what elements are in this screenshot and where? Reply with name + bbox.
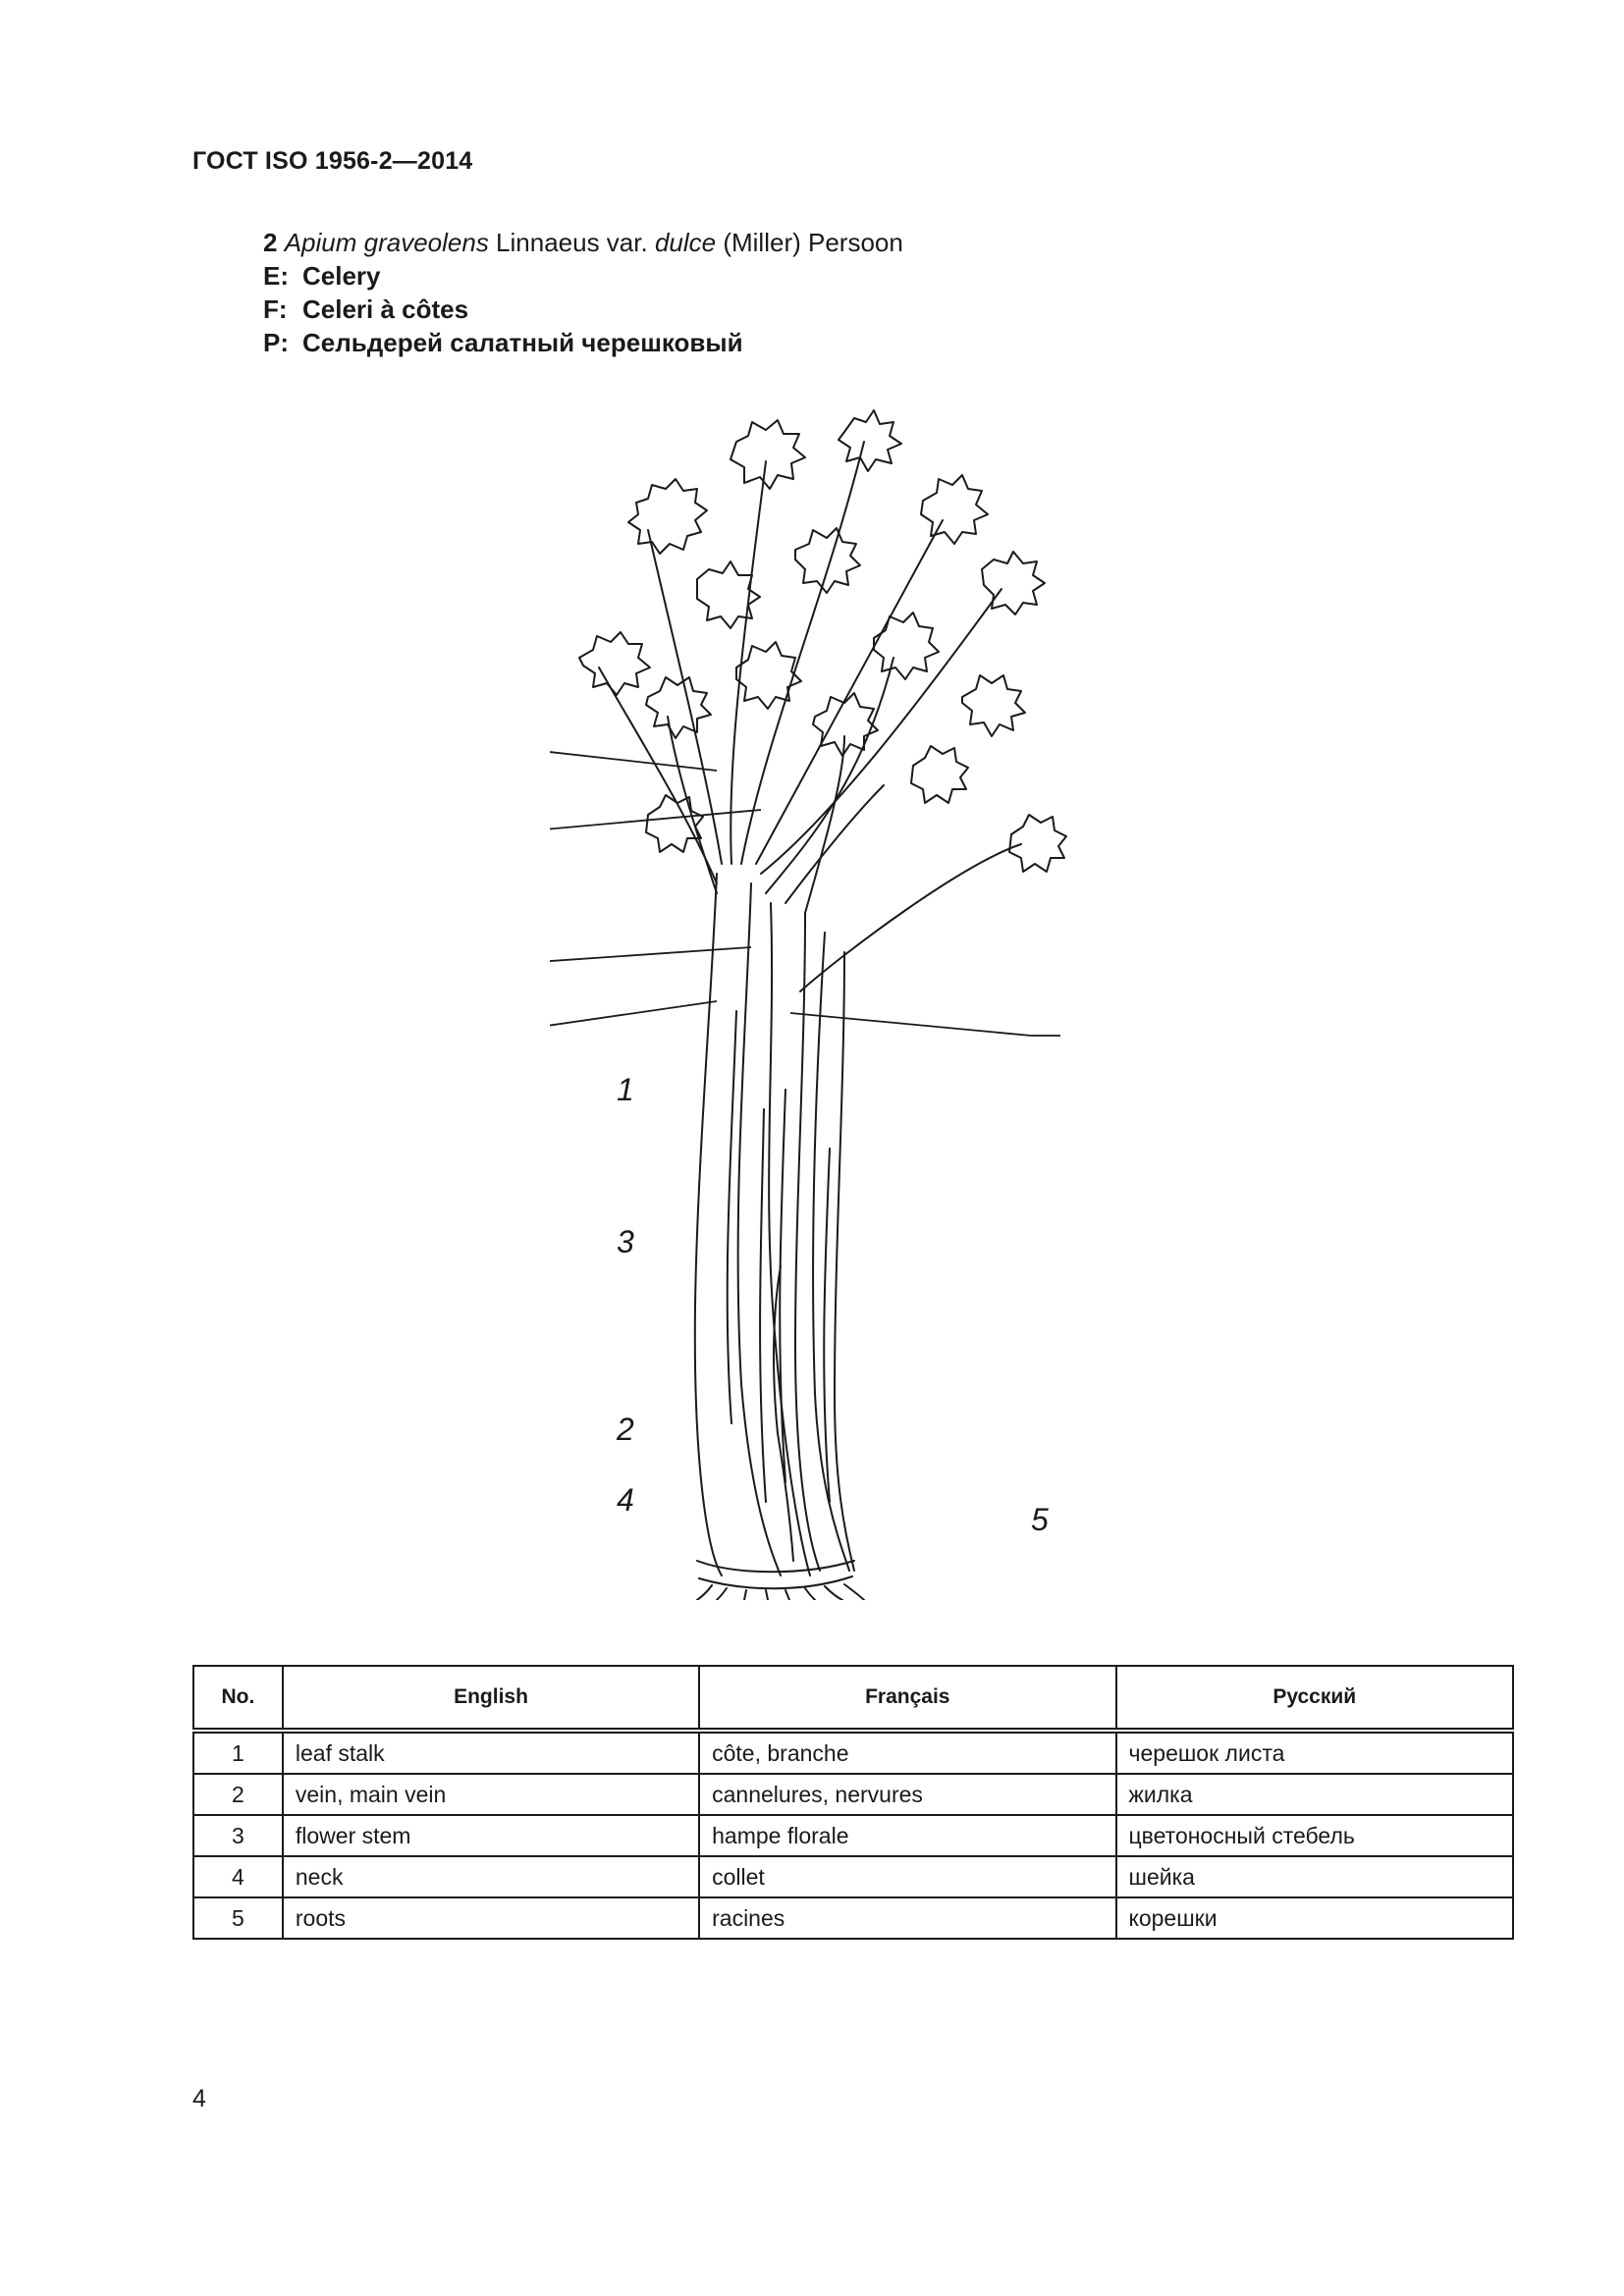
row-number: 2	[193, 1774, 283, 1815]
term-russian: шейка	[1116, 1856, 1514, 1897]
row-number: 3	[193, 1815, 283, 1856]
page-number: 4	[192, 2085, 206, 2112]
callout-label-5: 5	[1031, 1502, 1049, 1537]
term-french: cannelures, nervures	[699, 1774, 1115, 1815]
leaf-stalks	[695, 874, 854, 1575]
table-row	[193, 1815, 1513, 1856]
table-header-row	[193, 1666, 1513, 1731]
lang-code: E:	[263, 261, 289, 291]
column-header-no: No.	[193, 1666, 283, 1731]
row-number: 1	[193, 1731, 283, 1774]
callout-leader-1	[550, 744, 717, 771]
term-russian: жилка	[1116, 1774, 1514, 1815]
variety-name: dulce	[654, 228, 717, 257]
callout-label-3: 3	[617, 1224, 634, 1259]
document-header: ГОСТ ISO 1956-2—2014	[192, 147, 473, 175]
species-scientific-name	[263, 226, 903, 259]
callout-label-1: 1	[617, 1072, 634, 1107]
table-row	[193, 1897, 1513, 1939]
author-text: Linnaeus var.	[488, 228, 655, 257]
term-french: racines	[699, 1897, 1115, 1939]
leaf-foliage	[579, 410, 1066, 872]
celery-illustration	[550, 402, 1139, 1600]
common-name-french	[263, 293, 903, 326]
common-name: Сельдерей салатный черешковый	[302, 328, 743, 357]
row-number: 4	[193, 1856, 283, 1897]
callout-label-2: 2	[617, 1412, 634, 1447]
column-header-french: Français	[699, 1666, 1115, 1731]
term-french: collet	[699, 1856, 1115, 1897]
term-french: hampe florale	[699, 1815, 1115, 1856]
callout-leader-4	[550, 1001, 717, 1036]
callout-leader-5	[790, 1013, 1060, 1036]
celery-drawing	[550, 402, 1139, 1600]
table-row	[193, 1774, 1513, 1815]
term-french: côte, branche	[699, 1731, 1115, 1774]
callout-leader-2	[550, 947, 751, 966]
term-english: leaf stalk	[283, 1731, 699, 1774]
leaf-veins	[599, 442, 1021, 991]
table-row	[193, 1856, 1513, 1897]
term-russian: цветоносный стебель	[1116, 1815, 1514, 1856]
roots	[697, 1584, 864, 1600]
lang-code: P:	[263, 328, 289, 357]
common-name-russian	[263, 326, 903, 359]
lang-code: F:	[263, 294, 288, 324]
term-russian: корешки	[1116, 1897, 1514, 1939]
column-header-russian: Русский	[1116, 1666, 1514, 1731]
common-name: Celery	[302, 261, 381, 291]
callout-leader-3	[550, 810, 761, 835]
callout-label-4: 4	[617, 1482, 634, 1518]
species-block	[263, 226, 903, 359]
term-english: neck	[283, 1856, 699, 1897]
term-english: flower stem	[283, 1815, 699, 1856]
species-number: 2	[263, 228, 278, 257]
flower-stem	[774, 1266, 793, 1561]
term-russian: черешок листа	[1116, 1731, 1514, 1774]
terms-table	[192, 1665, 1514, 1940]
term-english: roots	[283, 1897, 699, 1939]
column-header-english: English	[283, 1666, 699, 1731]
common-name-english	[263, 259, 903, 293]
table-row	[193, 1731, 1513, 1774]
variety-author: (Miller) Persoon	[716, 228, 903, 257]
term-english: vein, main vein	[283, 1774, 699, 1815]
genus-species: Apium graveolens	[284, 228, 489, 257]
common-name: Celeri à côtes	[302, 294, 469, 324]
row-number: 5	[193, 1897, 283, 1939]
